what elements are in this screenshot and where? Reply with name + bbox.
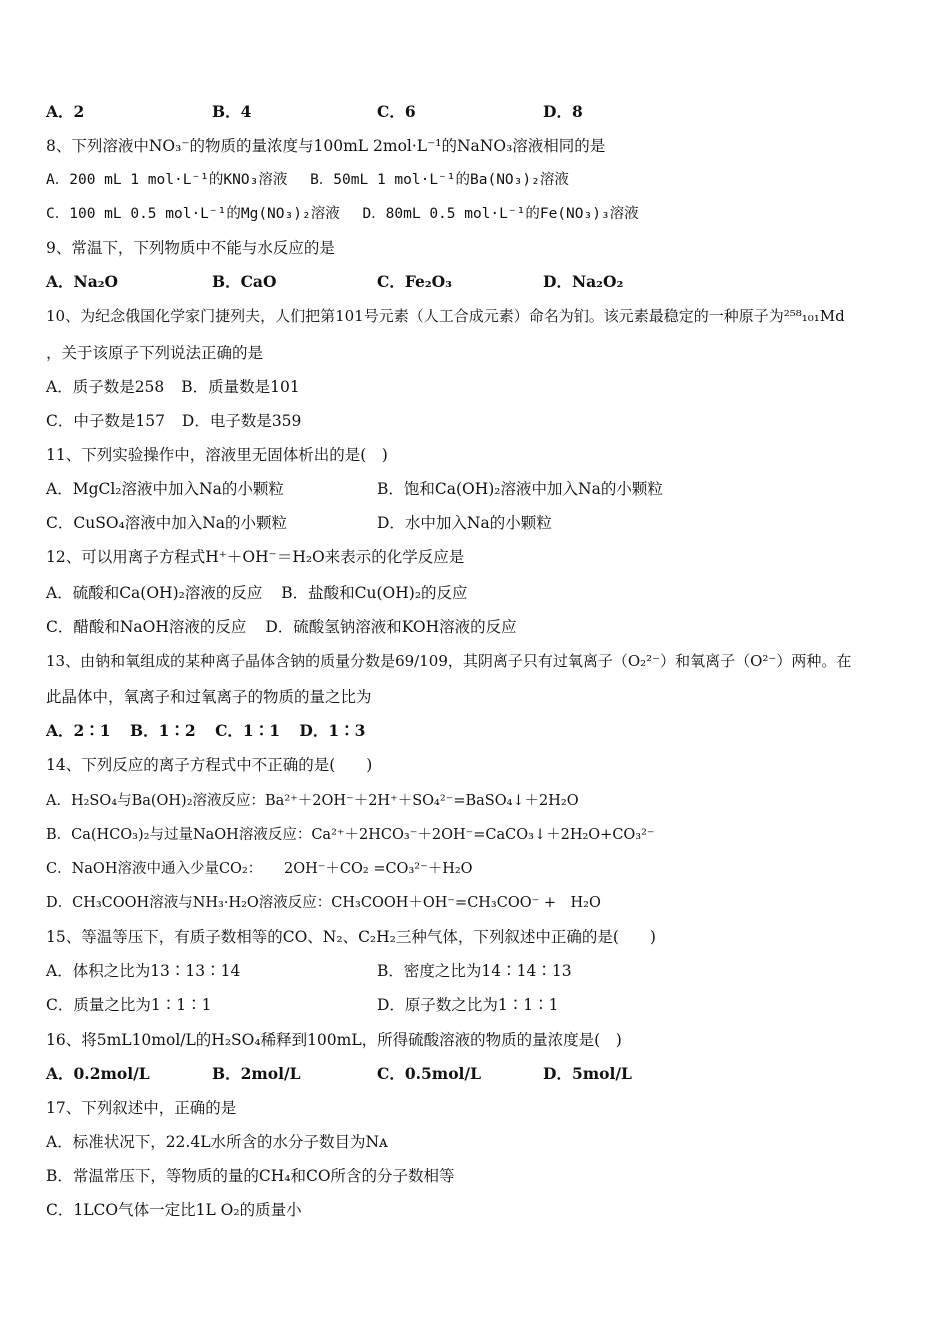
q15-option-a: A．体积之比为13∶13∶14	[46, 962, 241, 980]
q8-option-d: D．80mL 0.5 mol·L⁻¹的Fe(NO₃)₃溶液	[362, 206, 639, 222]
q13-options-row	[46, 721, 365, 741]
q16-option-a: A．0.2mol/L	[46, 1064, 150, 1083]
q12-option-d: D．硫酸氢钠溶液和KOH溶液的反应	[265, 618, 517, 636]
q17-stem: 17、下列叙述中，正确的是	[46, 1099, 237, 1117]
q10-option-c: C．中子数是157	[46, 412, 165, 430]
q13-option-b: B．1∶2	[130, 721, 196, 740]
q11-stem: 11、下列实验操作中，溶液里无固体析出的是( )	[46, 446, 388, 464]
q11-option-c: C．CuSO₄溶液中加入Na的小颗粒	[46, 514, 288, 532]
q7-option-d: D．8	[543, 102, 583, 121]
q16-stem: 16、将5mL10mol/L的H₂SO₄稀释到100mL，所得硫酸溶液的物质的量浓度是( )	[46, 1031, 622, 1049]
q17-option-c: C．1LCO气体一定比1L O₂的质量小	[46, 1201, 302, 1219]
q14-stem: 14、下列反应的离子方程式中不正确的是( )	[46, 756, 373, 774]
q15-option-c: C．质量之比为1∶1∶1	[46, 996, 212, 1014]
q13-option-c: C．1∶1	[215, 721, 281, 740]
q16-option-c: C．0.5mol/L	[377, 1064, 481, 1083]
q15-option-b: B．密度之比为14∶14∶13	[377, 962, 572, 980]
q9-option-c: C．Fe₂O₃	[377, 272, 452, 291]
q7-option-b: B．4	[212, 102, 252, 121]
q12-option-a: A．硫酸和Ca(OH)₂溶液的反应	[46, 584, 263, 602]
q11-option-a: A．MgCl₂溶液中加入Na的小颗粒	[46, 480, 284, 498]
q9-stem: 9、常温下，下列物质中不能与水反应的是	[46, 239, 335, 257]
q14-option-a: A．H₂SO₄与Ba(OH)₂溶液反应：Ba²⁺＋2OH⁻＋2H⁺＋SO₄²⁻=BaSO₄↓＋2H₂O	[46, 793, 579, 809]
q13-option-d: D．1∶3	[299, 721, 366, 740]
q15-stem: 15、等温等压下，有质子数相等的CO、N₂、C₂H₂三种气体，下列叙述中正确的是( )	[46, 928, 656, 946]
q16-option-b: B．2mol/L	[212, 1064, 301, 1083]
q16-option-d: D．5mol/L	[543, 1064, 632, 1083]
q8-option-b: B．50mL 1 mol·L⁻¹的Ba(NO₃)₂溶液	[310, 172, 569, 188]
q17-option-a: A．标准状况下，22.4L水所含的水分子数目为Nᴀ	[46, 1133, 388, 1151]
q8-options-ab	[46, 170, 569, 190]
q8-stem: 8、下列溶液中NO₃⁻的物质的量浓度与100mL 2mol·L⁻¹的NaNO₃溶液相同的是	[46, 137, 606, 155]
q14-option-d: D．CH₃COOH溶液与NH₃·H₂O溶液反应：CH₃COOH＋OH⁻=CH₃COO⁻ + H₂O	[46, 895, 601, 911]
q10-options-cd	[46, 411, 301, 431]
q13-stem-line1: 13、由钠和氧组成的某种离子晶体含钠的质量分数是69/109，其阴离子只有过氧离子（O₂²⁻）和氧离子（O²⁻）两种。在	[46, 652, 852, 670]
q12-options-ab	[46, 583, 468, 603]
q10-stem-line1: 10、为纪念俄国化学家门捷列夫，人们把第101号元素（人工合成元素）命名为钔。该元素最稳定的一种原子为²⁵⁸₁₀₁Md	[46, 307, 845, 325]
q13-stem-line2: 此晶体中，氧离子和过氧离子的物质的量之比为	[46, 688, 372, 706]
q12-option-b: B．盐酸和Cu(OH)₂的反应	[281, 584, 468, 602]
q12-option-c: C．醋酸和NaOH溶液的反应	[46, 618, 247, 636]
q9-option-a: A．Na₂O	[46, 272, 119, 291]
q14-option-c: C．NaOH溶液中通入少量CO₂： 2OH⁻＋CO₂ =CO₃²⁻＋H₂O	[46, 861, 473, 877]
q15-option-d: D．原子数之比为1∶1∶1	[377, 996, 559, 1014]
q10-option-b: B．质量数是101	[181, 378, 300, 396]
q12-stem: 12、可以用离子方程式H⁺＋OH⁻＝H₂O来表示的化学反应是	[46, 548, 465, 566]
q10-options-ab	[46, 377, 300, 397]
q11-option-d: D．水中加入Na的小颗粒	[377, 514, 552, 532]
q10-stem-line2: ，关于该原子下列说法正确的是	[46, 344, 264, 362]
q7-option-c: C．6	[377, 102, 416, 121]
q8-option-c: C．100 mL 0.5 mol·L⁻¹的Mg(NO₃)₂溶液	[46, 206, 340, 222]
q9-option-d: D．Na₂O₂	[543, 272, 624, 291]
q17-option-b: B．常温常压下，等物质的量的CH₄和CO所含的分子数相等	[46, 1167, 455, 1185]
q9-option-b: B．CaO	[212, 272, 277, 291]
q7-option-a: A．2	[46, 102, 85, 121]
q11-option-b: B．饱和Ca(OH)₂溶液中加入Na的小颗粒	[377, 480, 663, 498]
q14-option-b: B．Ca(HCO₃)₂与过量NaOH溶液反应：Ca²⁺＋2HCO₃⁻＋2OH⁻=CaCO₃↓＋2H₂O+CO₃²⁻	[46, 827, 655, 843]
q10-option-a: A．质子数是258	[46, 378, 165, 396]
q10-option-d: D．电子数是359	[181, 412, 302, 430]
q8-option-a: A．200 mL 1 mol·L⁻¹的KNO₃溶液	[46, 172, 288, 188]
q8-options-cd	[46, 204, 639, 224]
q12-options-cd	[46, 617, 517, 637]
q13-option-a: A．2∶1	[46, 721, 111, 740]
